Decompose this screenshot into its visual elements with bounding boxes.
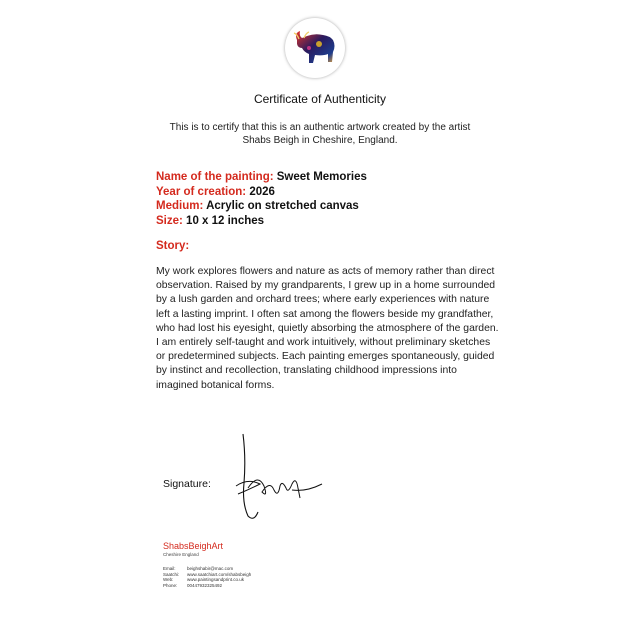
detail-label: Name of the painting bbox=[156, 171, 270, 183]
contact-key: Email: bbox=[163, 566, 176, 571]
detail-separator: : bbox=[199, 200, 207, 212]
story-paragraph: My work explores flowers and nature as acts of memory rather than direct observation. Raised by my grandparents, I grew up in a home surrounded by a lush garden and orchard trees; where early experiences with nature left a lasting imprint. I often sat among the flowers beside my grandfather, who had lost his eyesight, quietly absorbing the atmosphere of the garden. I am entirely self-taught and work intuitively, without preliminary sketches or predetermined subjects. Each painting emerges spontaneously, guided by instinct and recollection, translating childhood impressions into imagined botanical forms. bbox=[156, 266, 499, 391]
detail-value: Acrylic on stretched canvas bbox=[206, 200, 359, 212]
artwork-details bbox=[156, 170, 367, 228]
footer-contact bbox=[163, 541, 251, 588]
story-heading: Story: bbox=[156, 240, 190, 252]
detail-separator: : bbox=[269, 171, 277, 183]
brand-name: ShabsBeighArt bbox=[163, 541, 224, 551]
contact-key: Phone: bbox=[163, 582, 178, 588]
certificate-title: Certificate of Authenticity bbox=[253, 92, 387, 106]
signature-label: Signature: bbox=[163, 478, 211, 490]
handwritten-signature bbox=[218, 428, 338, 528]
detail-separator: : bbox=[242, 185, 250, 198]
contact-value: beighshabir@mac.com bbox=[187, 566, 234, 571]
detail-label: Year of creation bbox=[156, 185, 243, 198]
intro-line-1: This is to certify that this is an authentic artwork created by the artist bbox=[169, 122, 471, 133]
contact-key: Saatchi: bbox=[163, 571, 180, 577]
detail-value: Sweet Memories bbox=[276, 171, 367, 183]
brand-location: Cheshire England bbox=[163, 552, 199, 557]
detail-separator: : bbox=[179, 214, 187, 227]
contact-value: www.saatchiart.com/shabsbeigh bbox=[187, 571, 252, 577]
contact-value: 00447932325492 bbox=[187, 582, 223, 588]
detail-size bbox=[156, 214, 367, 229]
detail-year bbox=[156, 185, 367, 200]
detail-value: 10 x 12 inches bbox=[186, 214, 265, 227]
intro-line-2: Shabs Beigh in Cheshire, England. bbox=[242, 135, 398, 146]
certificate-intro bbox=[140, 121, 500, 147]
contact-value: www.paintingsandprint.co.uk bbox=[187, 577, 245, 583]
contact-key: Web: bbox=[163, 577, 174, 583]
detail-label: Size bbox=[156, 214, 180, 227]
detail-value: 2026 bbox=[249, 185, 275, 198]
detail-medium bbox=[156, 199, 367, 214]
bull-logo-icon bbox=[285, 18, 345, 78]
detail-painting-name bbox=[156, 170, 367, 185]
contact-phone bbox=[163, 583, 251, 589]
detail-label: Medium bbox=[156, 200, 200, 212]
